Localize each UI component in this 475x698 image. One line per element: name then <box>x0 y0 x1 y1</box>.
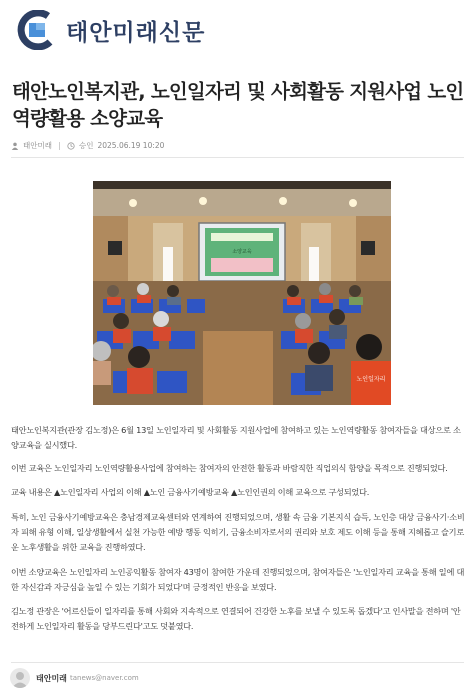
article-paragraph: 이번 교육은 노인일자리 노인역량활용사업에 참여하는 참여자의 안전한 활동과 바람직한 직업의식 함양을 목적으로 진행되었다. <box>11 463 448 473</box>
lecture-hall-illustration <box>93 181 391 405</box>
logo-mark-icon[interactable] <box>14 10 58 50</box>
article-paragraph: 이번 소양교육은 노인일자리 노인공익활동 참여자 43명이 참여한 가운데 진행되었으며, 참여자들은 '노인일자리 교육을 통해 일에 대한 자신감과 자긍심을 높일 수 있는 기회가 되었다'며 긍정적인 반응을 보였다. <box>11 567 465 592</box>
person-icon <box>11 142 19 150</box>
footer-author-email[interactable]: tanews@naver.com <box>70 674 139 682</box>
footer-author-name[interactable]: 태안미래 <box>36 674 67 683</box>
clock-icon <box>67 142 75 150</box>
article-meta <box>11 140 164 151</box>
meta-divider-line <box>11 157 464 158</box>
article-paragraph: 특히, 노인 금융사기예방교육은 충남경제교육센터와 연계하여 진행되었으며, 생활 속 금융 기본지식 습득, 노인층 대상 금융사기·소비자 피해 유형 이해, 일상생활에서 실천 가능한 예방 행동 익히기, 금융소비자로서의 권리와 보호 제도 이해 등을 통해 지혜롭고 슬기로운 노후생활을 위한 교육을 진행하였다. <box>11 512 465 552</box>
screen-caption: 소양교육 <box>232 249 252 255</box>
footer-divider <box>11 662 464 663</box>
approved-label: 승인 <box>78 141 94 150</box>
approved-date: 2025.06.19 10:20 <box>97 141 165 150</box>
article-photo[interactable] <box>93 181 391 405</box>
avatar-silhouette-icon <box>10 668 30 688</box>
article-paragraph: 태안노인복지관(관장 김노정)은 6월 13일 노인일자리 및 사회활동 지원사업에 참여하고 있는 노인역량활동 참여자들을 대상으로 소양교육을 실시했다. <box>11 425 461 450</box>
meta-divider <box>59 142 60 150</box>
article-paragraph: 김노정 관장은 '어르신들이 일자리를 통해 사회와 지속적으로 연결되어 건강한 노후를 보낼 수 있도록 돕겠다'고 인사말을 전하며 '안전하게 노인일자리 활동을 당부드린다'고도 덧붙였다. <box>11 606 461 631</box>
user-avatar-icon[interactable] <box>10 668 30 688</box>
article-author[interactable]: 태안미래 <box>23 141 52 150</box>
site-header <box>0 0 475 58</box>
article-paragraph: 교육 내용은 ▲노인일자리 사업의 이해 ▲노인 금융사기예방교육 ▲노인인권의 이해 교육으로 구성되었다. <box>11 487 370 497</box>
article-title: 태안노인복지관, 노인일자리 및 사회활동 지원사업 노인역량활용 소양교육 <box>12 80 464 130</box>
site-logo-text[interactable]: 태안미래신문 <box>66 20 206 46</box>
vest-text: 노인일자리 <box>356 376 386 383</box>
